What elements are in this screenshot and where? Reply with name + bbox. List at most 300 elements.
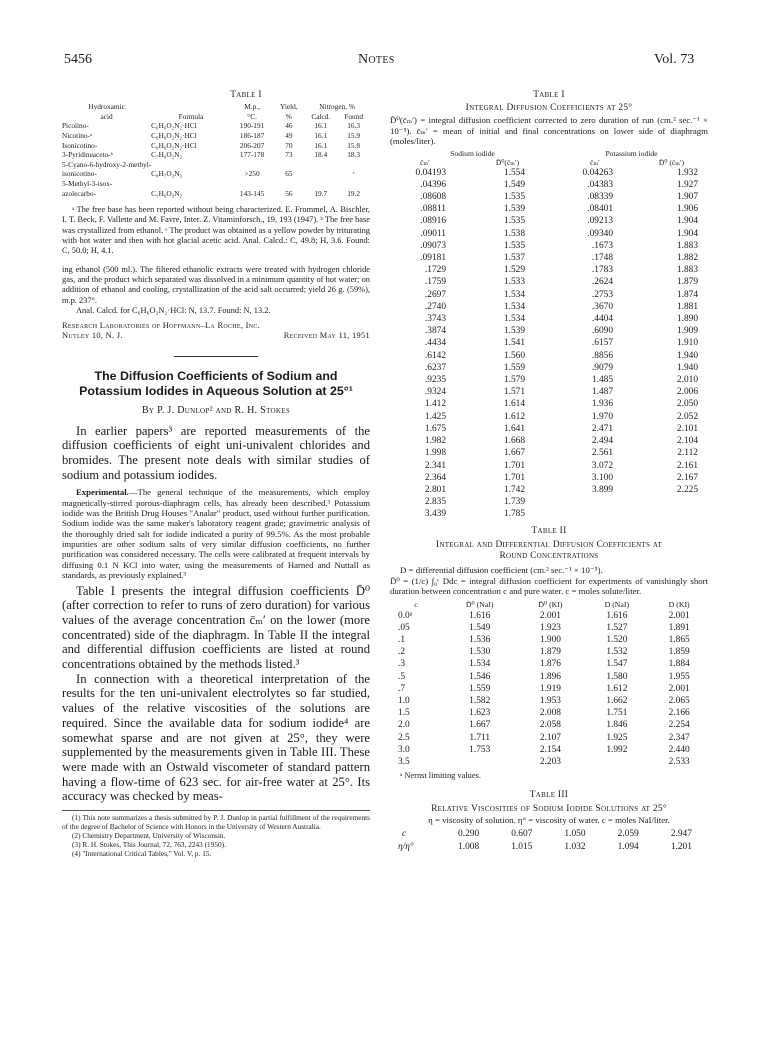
t2-cell: 1.549 [469,622,491,633]
t1l-cell: C₆H₆O₂N₂·HCl [151,140,197,150]
table-row [390,240,708,252]
t1r-cell: .9235 [424,375,446,386]
left-text-continued: ing ethanol (500 ml.). The filtered ethanolic extracts were treated with hydrogen chloride gas, and the product which separated was dissolved in a minimum quantity of hot water; on addition of ethanol and cooling, crystallization of the acid salt occurred; yield 26 g. (59%), m.p. 237°. [62,264,370,305]
t1l-cell: 65 [285,169,293,179]
t1r-cell: .8856 [591,350,613,361]
t1r-cell: 1.539 [503,326,525,337]
t1r-cell: .9079 [591,362,613,373]
t2-cell: 1.879 [539,647,561,658]
para-experimental [62,487,370,580]
t1r-cell: 1.541 [503,338,525,349]
t1r-cell: .2740 [424,301,446,312]
t1r-cell: 0.04193 [415,167,446,178]
t1l-cell: Picolino- [62,121,89,131]
running-head: Notes [358,52,395,67]
t1l-h4a: Yield, [280,102,298,112]
t1r-cell: .4404 [591,314,613,325]
t2-cell: 1.891 [668,622,690,633]
group-potassium-iodide: Potassium iodide [605,148,658,158]
t1r-cell: 1.910 [676,338,698,349]
t1r-cell: .9324 [424,387,446,398]
t1r-cell: 1.890 [676,314,698,325]
t1r-cell: 1.904 [676,216,698,227]
t2-cell: 2.5 [398,732,410,743]
t2-cell: 2.254 [668,720,690,731]
t1r-cell: .04383 [587,179,613,190]
t1r-cell: 1.534 [503,301,525,312]
t1r-cell: 1.529 [503,265,525,276]
article-title-line2: Potassium Iodides in Aqueous Solution at 25°¹ [79,384,353,399]
t3-cell: 1.050 [564,829,586,840]
footnotes [62,814,370,859]
table-II-label: Table II [531,525,567,536]
t2-cell: 2.001 [539,610,561,621]
t1l-cell: C₈H₇O₃N₃ [151,169,183,179]
t2-cell: 1.884 [668,659,690,670]
t1r-cell: 1.883 [676,240,698,251]
table-row [390,447,708,459]
t1r-cell: 1.970 [591,411,613,422]
table-row [390,732,708,744]
table-row [390,191,708,203]
t1l-cell: C₅H₆O₃N₂ [151,188,183,198]
table-row [62,189,370,199]
table-row [390,167,708,179]
t2-header: D̄⁰ (KI) [538,599,563,609]
footnote-item: (4) "International Critical Tables," Vol. V, p. 15. [72,848,212,858]
t1r-cell: .3743 [424,314,446,325]
t2-cell: 2.058 [539,720,561,731]
table-row [390,313,708,325]
footnote-rule [62,810,370,811]
t3-cell: 1.094 [617,841,639,852]
t2-cell: 1.616 [606,610,628,621]
t3-cell: 1.008 [458,841,480,852]
table-row [390,484,708,496]
t1r-cell: 1.742 [503,484,525,495]
t2-cell: 2.107 [539,732,561,743]
t1r-cell: .09340 [587,228,613,239]
t2-cell: 3.0 [398,744,410,755]
t1r-cell: 1.535 [503,240,525,251]
article-title [62,369,370,399]
t1r-cell: .08916 [420,216,446,227]
t2-cell: 1.623 [469,708,491,719]
t2-header: D̄⁰ (NaI) [465,599,494,609]
t1r-cell: 1.667 [503,448,525,459]
t1r-cell: 0.04263 [582,167,613,178]
t1l-h5a: Calcd. [311,111,331,121]
t3-cell: 2.947 [670,829,692,840]
t2-cell: 2.0 [398,720,410,731]
t2-cell: 2.166 [668,708,690,719]
t1l-cell [304,169,337,179]
t2-cell: .05 [398,622,410,633]
t2-cell: 2.008 [539,708,561,719]
t2-cell: 1.876 [539,659,561,670]
t1r-cell: 1.668 [503,436,525,447]
table-row [390,374,708,386]
t1r-cell: 1.554 [503,167,525,178]
t1r-cell: 2.050 [676,399,698,410]
t1r-cell: 1.537 [503,253,525,264]
t2-cell: 1.753 [469,744,491,755]
t1r-cell: .6142 [424,350,446,361]
para-intro: In earlier papers³ are reported measurements of the diffusion coefficients of eight uni-univalent chlorides and bromides. The present note deals with similar studies of sodium and potassium iodides. [62,423,370,482]
table-row [390,215,708,227]
t1r-cell: 2.104 [676,436,698,447]
t1l-cell: 49 [285,130,293,140]
table-row [390,460,708,472]
table-row [390,646,708,658]
t2-cell: 1.520 [606,635,628,646]
t1r-cell: 1.534 [503,314,525,325]
t1r-cell: 2.561 [591,448,613,459]
t1r-cell: .04396 [420,179,446,190]
article-authors: By P. J. Dunlop² and R. H. Stokes [141,405,291,417]
t1r-cell: .08608 [420,192,446,203]
t1r-cell: .08811 [420,204,446,215]
t1l-cell: 16.1 [314,121,328,131]
t1r-cell: 1.932 [676,167,698,178]
group-sodium-iodide: Sodium iodide [450,148,495,158]
t1l-h5b: Found [344,111,363,121]
col-cm-nai: c̄ₘ′ [420,157,430,167]
t2-cell: 1.859 [668,647,690,658]
t1l-cell: 5-Cyano-6-hydroxy-2-methyl- [62,159,152,169]
t1r-cell: 2.112 [677,448,698,459]
t1l-cell: 177-178 [239,150,265,160]
t1r-cell: 1.538 [503,228,525,239]
t1r-cell: 1.909 [676,326,698,337]
t2-cell: 1.865 [668,635,690,646]
table-I-caption: D̄⁰(c̄ₘ′) = integral diffusion coefficient corrected to zero duration of run (cm.² sec.⁻¹ × 10⁻⁵). c̄ₘ′ = mean of initial and final concentrations on lower side of diaphragm (moles/liter). [390,115,708,147]
t2-cell: 1.0 [398,696,410,707]
t1r-cell: .09181 [420,253,446,264]
table-row [62,169,370,179]
t2-cell: 1.546 [469,671,491,682]
t1r-cell: 1.612 [503,411,525,422]
table-row [62,121,370,131]
t2-cell: 1.534 [469,659,491,670]
experimental-text: —The general technique of the measurements, which employ magnetically-stirred porous-diaphragm cells, has already been described.³ Potassium iodide was the British Drug Houses "Analar" product, used without further purification. Sodium iodide was the same maker's laboratory reagent grade; gravimetric analysis of the thoroughly dried salt for iodide indicated a purity of 99.5%. As the most probable impurities are other sodium salts of very similar diffusion coefficients, no further purification was considered necessary. The cells were calibrated at frequent intervals by diffusing 0.1 N KCl into water, using the measurements of Harned and Nuttall as standards, as previously explained.³ [62,487,370,581]
t1r-cell: .6090 [591,326,613,337]
t1r-cell: 1.485 [591,375,613,386]
table-row [62,150,370,160]
t1r-cell: 1.533 [503,277,525,288]
table-row [390,756,708,768]
t1r-cell: 1.559 [503,362,525,373]
t1r-cell: 2.835 [424,497,446,508]
t1l-cell [151,179,231,189]
t1l-cell: 18.4 [314,150,328,160]
t1l-cell: ᶜ [352,169,355,179]
t1r-cell: 1.982 [424,436,446,447]
t1l-h3a: M.p., [244,102,260,112]
left-text-analysis: Anal. Calcd. for C₆H₆O₂N₂·HCl: N, 13.7. Found: N, 13.2. [76,305,271,315]
t2-cell: 1.896 [539,671,561,682]
table-row [62,131,370,141]
experimental-heading: Experimental. [76,487,129,498]
para-viscosity: In connection with a theoretical interpretation of the results for the ten uni-univalent electrolytes so far studied, values of the relative viscosities of the solutions are required. Since the available data for sodium iodide⁴ are somewhat sparse and are not given at 25°, they were supplemented by the measurements given in Table III. These were made with an Ostwald viscometer of standard pattern having a flow-time of 623 sec. for air-free water at 25°. Its accuracy was checked by meas- [62,671,370,804]
t2-cell [442,756,517,768]
t3-cell: 1.015 [511,841,533,852]
t1r-cell: 1.614 [503,399,525,410]
t1r-cell: .09011 [420,228,446,239]
table-row [390,325,708,337]
t3-row-label-c: c [402,829,407,840]
table-row [390,671,708,683]
table-I-title: Integral Diffusion Coefficients at 25° [465,103,633,114]
t1r-cell: 1.904 [676,228,698,239]
table-row [390,707,708,719]
table-II-title-line1: Integral and Differential Diffusion Coefficients at [435,539,663,550]
affiliation-lab: Research Laboratories of Hoffmann–La Roche, Inc. [62,321,261,331]
t1r-cell: .1673 [591,240,613,251]
table-row [390,289,708,301]
t1r-cell: 1.882 [676,253,698,264]
t2-cell: 1.612 [606,683,628,694]
t2-cell: .5 [398,671,406,682]
t1r-cell: .1783 [591,265,613,276]
t2-cell: 1.919 [539,683,561,694]
t1r-cell: 1.879 [676,277,698,288]
t2-header: D (NaI) [604,599,630,609]
t1r-cell: 1.412 [424,399,446,410]
table-row [390,228,708,240]
t2-cell: 1.530 [469,647,491,658]
table-I [390,149,708,521]
t2-cell: 0.0ᵃ [398,610,413,621]
t1r-cell: 1.487 [591,387,613,398]
col-d-ki: D̄⁰ (c̄ₘ′) [658,157,685,167]
t2-cell: 1.559 [469,683,491,694]
t1l-cell: 16.3 [347,121,361,131]
footnote-item: (2) Chemistry Department, University of Wisconsin. [72,830,226,840]
t1l-cell [337,160,370,170]
t1l-cell: 15.8 [347,140,361,150]
table-row [390,508,708,520]
table-row [390,337,708,349]
t1r-cell: 2.052 [676,411,698,422]
t1r-cell: .6157 [591,338,613,349]
t1r-cell: 3.072 [591,460,613,471]
table-row [62,160,370,170]
table-II-def1: D = differential diffusion coefficient (cm.² sec.⁻¹ × 10⁻⁵). [400,565,603,576]
t1l-cell: 19.2 [347,188,361,198]
t1l-cell: 73 [285,150,293,160]
t2-cell: 2.440 [668,744,690,755]
table-row [390,179,708,191]
table-row [390,386,708,398]
t1r-cell: 1.535 [503,192,525,203]
t1r-cell: 1.549 [503,179,525,190]
t1r-cell: 1.425 [424,411,446,422]
table-row [390,350,708,362]
t2-cell [583,756,650,768]
t1r-cell: 2.010 [676,375,698,386]
table-row [390,622,708,634]
t1l-cell: Nicotino-ᵃ [62,130,92,140]
table-row [390,264,708,276]
t2-cell: 2.347 [668,732,690,743]
t2-cell: 1.846 [606,720,628,731]
t1r-cell: .1748 [591,253,613,264]
t1r-cell [635,496,708,508]
t1r-cell: 2.471 [591,423,613,434]
t2-cell: 1.925 [606,732,628,743]
t2-cell: 1.580 [606,671,628,682]
table1-left-footnote: ᵃ The free base has been reported without being characterized. E. Frommel, A. Bischler, I. T. Beck, F. Vallette and M. Favre, Inter. Z. Vitaminforsch., 19, 193 (1947). ᵇ The free base was crystallized from ethanol. ᶜ The product was obtained as a yellow powder by triturating with hot water and then with hot glacial acetic acid. Anal. Calcd.: C, 49.8; H, 3.6. Found: C, 50.0; H, 4.1. [62,205,370,256]
t2-cell: 2.001 [668,610,690,621]
table-row [390,435,708,447]
t1l-cell: 143-145 [239,188,265,198]
t1r-cell: 3.899 [591,484,613,495]
t1l-cell: >250 [244,169,260,179]
table-row [390,719,708,731]
t1r-cell: 1.998 [424,448,446,459]
right-column [390,90,708,853]
t1r-cell: 1.785 [503,509,525,520]
t1r-cell: 3.100 [591,472,613,483]
t1r-cell: .08401 [587,204,613,215]
t1r-cell: 1.535 [503,216,525,227]
t2-cell: 1.616 [469,610,491,621]
t2-cell: 1.955 [668,671,690,682]
affiliation-city: Nutley 10, N. J. [62,331,123,341]
t2-cell: 1.711 [469,732,491,743]
footnote-item: (1) This note summarizes a thesis submitted by P. J. Dunlop in partial fulfillment of the requirements of the degree of Bachelor of Science with Honors in the University of Western Australia. [62,813,370,831]
t1l-cell: 190-191 [239,121,265,131]
footnote-item: (3) R. H. Stokes, This Journal, 72, 763, 2243 (1950). [72,839,226,849]
t2-cell: .7 [398,683,406,694]
t2-cell: .1 [398,635,406,646]
t1l-cell [273,160,304,170]
t1r-cell: 1.874 [676,289,698,300]
t3-cell: 2.059 [617,829,639,840]
t1r-cell: 1.927 [676,179,698,190]
t1r-cell: .2753 [591,289,613,300]
t2-header: c [414,599,418,609]
t1r-cell: 1.940 [676,362,698,373]
t1l-h2: Formula [178,111,204,121]
t2-cell: 1.582 [469,696,491,707]
t1l-cell: C₆H₆O₂N₂·HCl [151,121,197,131]
t1r-cell: 1.883 [676,265,698,276]
table-row [390,423,708,435]
t1r-cell: 1.936 [591,399,613,410]
table-II-title-line2: Round Concentrations [499,550,599,561]
received-date: Received May 11, 1951 [283,331,370,341]
t2-cell: 2.533 [668,757,690,768]
t1l-cell [273,179,304,189]
table-III-caption: η = viscosity of solution. η° = viscosity of water. c = moles NaI/liter. [428,814,670,825]
t1r-cell: 2.364 [424,472,446,483]
t1r-cell: 2.101 [676,423,698,434]
t1r-cell: 1.701 [503,460,525,471]
t1r-cell: 3.439 [424,509,446,520]
t1r-cell: 2.801 [424,484,446,495]
table-row [390,411,708,423]
t1l-cell [337,179,370,189]
t1l-cell: 16.1 [314,130,328,140]
t1r-cell: .09213 [587,216,613,227]
t1l-cell: 18.3 [347,150,361,160]
t1l-h5: Nitrogen, % [319,102,355,112]
t1r-cell: .3874 [424,326,446,337]
para-table-intro: Table I presents the integral diffusion coefficients D̄⁰ (after correction to refer to runs of zero duration) for various values of the average concentration c̄ₘ′ on the lower (more concentrated) side of the diaphragm. In Table II the integral and differential diffusion coefficients are listed at round concentrations obtained by the methods listed.³ [62,583,370,672]
table-row [390,658,708,670]
t1r-cell: 1.579 [503,375,525,386]
t1l-h1a: Hydroxamic [88,102,125,112]
t1r-cell [555,508,635,520]
table1-left [62,102,370,198]
t2-cell: 2.154 [539,744,561,755]
t2-cell: 1.992 [606,744,628,755]
table-row [62,179,370,189]
t2-cell: 2.001 [668,683,690,694]
t2-cell: 1.527 [606,622,628,633]
t1r-cell: 2.161 [676,460,698,471]
table-III [390,828,708,852]
divider [174,356,258,357]
t2-cell: 1.536 [469,635,491,646]
t1l-h1b: acid [100,111,113,121]
t1r-cell [555,496,635,508]
left-column [62,90,370,859]
t1r-cell: .08339 [587,192,613,203]
table-row [390,634,708,646]
t3-cell: 0.607 [511,829,533,840]
t2-cell: 1.667 [469,720,491,731]
t2-cell: 1.923 [539,622,561,633]
t1r-cell [635,508,708,520]
t1l-cell: Isonicotino- [62,140,98,150]
t1l-cell [304,179,337,189]
t1r-cell: .3670 [591,301,613,312]
t2-cell: 1.547 [606,659,628,670]
t2-cell: 1.900 [539,635,561,646]
t1l-cell: 70 [285,140,293,150]
table-row [390,496,708,508]
table-row [390,362,708,374]
t2-cell: .2 [398,647,406,658]
t1r-cell: 1.907 [676,192,698,203]
table-III-label: Table III [529,789,569,800]
t1l-cell: C₇H₈O₂N₂ [151,150,183,160]
t2-cell: 3.5 [398,757,410,768]
t1r-cell: .6237 [424,362,446,373]
t1l-h4b: % [285,111,292,121]
article-title-line1: The Diffusion Coefficients of Sodium and [94,369,338,384]
t1r-cell: 1.560 [503,350,525,361]
t3-cell: 1.201 [670,841,692,852]
table-row [390,276,708,288]
t1r-cell: 2.341 [424,460,446,471]
page-number: 5456 [64,52,92,67]
t2-cell: 1.751 [606,708,628,719]
table-II [390,599,708,769]
t1l-cell: isonicotino- [62,169,97,179]
table-row [390,683,708,695]
volume-label: Vol. 73 [654,52,695,67]
table-row [390,398,708,410]
table-row [390,695,708,707]
t3-cell: 1.032 [564,841,586,852]
t1r-cell: 1.940 [676,350,698,361]
t3-cell: 0.290 [458,829,480,840]
t1l-cell [231,160,274,170]
